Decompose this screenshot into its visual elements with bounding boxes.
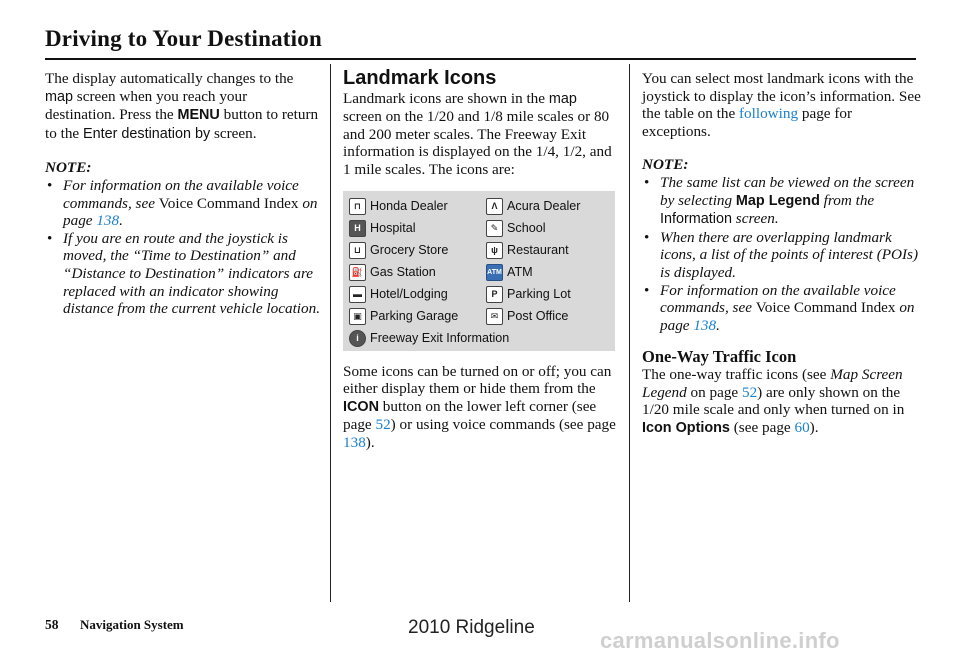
icon-button-term: ICON bbox=[343, 398, 379, 415]
icon-entry bbox=[349, 241, 448, 261]
icon-entry bbox=[486, 263, 533, 283]
page-link[interactable]: 138 bbox=[693, 316, 717, 334]
text: You can select most landmark icons with the joystick to display the icon’s information. See the table on the bbox=[642, 70, 921, 123]
text: For information on the available voice commands, see bbox=[660, 281, 896, 317]
text: screen when you reach your destination. Press the bbox=[45, 87, 248, 124]
text: screen. bbox=[210, 124, 257, 142]
text: Landmark icons are shown in the bbox=[343, 89, 549, 107]
text: The display automatically changes to the bbox=[45, 70, 294, 87]
text: The one-way traffic icons (see bbox=[642, 365, 831, 383]
map-term: map bbox=[548, 90, 577, 107]
text: on page bbox=[63, 194, 318, 230]
grocery-cart-icon: ⊔ bbox=[349, 242, 366, 259]
icon-entry bbox=[486, 285, 571, 305]
site-watermark: carmanualsonline.info bbox=[600, 628, 840, 653]
icon-label: Hotel/Lodging bbox=[370, 286, 448, 301]
icon-label: Gas Station bbox=[370, 264, 436, 279]
hospital-icon: H bbox=[349, 220, 366, 237]
text: ). bbox=[365, 433, 375, 451]
page-link[interactable]: 52 bbox=[741, 383, 758, 401]
landmark-icon-table bbox=[343, 191, 615, 351]
icon-label: Restaurant bbox=[507, 242, 569, 257]
note-heading: NOTE: bbox=[642, 156, 689, 174]
following-page-link[interactable]: following bbox=[739, 105, 799, 123]
icon-label: Parking Lot bbox=[507, 286, 571, 301]
icon-entry bbox=[486, 219, 546, 239]
honda-icon: ⊓ bbox=[349, 198, 366, 215]
icon-options-term: Icon Options bbox=[642, 419, 730, 436]
acura-icon: Λ bbox=[486, 198, 503, 215]
note-item: • When there are overlapping landmark icons, a list of the points of interest (POIs) is displayed. bbox=[642, 229, 922, 282]
note-list bbox=[45, 177, 320, 318]
voice-command-index-ref: Voice Command Index bbox=[158, 194, 299, 212]
icon-entry bbox=[486, 197, 581, 217]
map-screen-legend-ref: Map Screen Legend bbox=[642, 365, 903, 401]
school-icon: ✎ bbox=[486, 220, 503, 237]
model-watermark: 2010 Ridgeline bbox=[408, 617, 535, 638]
icon-entry bbox=[349, 197, 448, 217]
text: . bbox=[716, 316, 720, 334]
text: (see page bbox=[729, 418, 795, 436]
icon-entry bbox=[349, 263, 436, 283]
icon-label: Post Office bbox=[507, 308, 569, 323]
map-legend-term: Map Legend bbox=[735, 192, 820, 209]
text: For information on the available voice commands, see bbox=[63, 176, 299, 212]
restaurant-icon: ψ bbox=[486, 242, 503, 259]
note-heading: NOTE: bbox=[45, 159, 92, 177]
text: button on the lower left corner (see page bbox=[343, 397, 597, 434]
icon-label: Honda Dealer bbox=[370, 198, 448, 213]
text: ). bbox=[809, 418, 819, 436]
right-column bbox=[642, 70, 922, 437]
info-icon: i bbox=[349, 330, 366, 347]
note-list bbox=[642, 174, 922, 334]
middle-column bbox=[343, 67, 618, 452]
text: on page bbox=[686, 383, 742, 401]
page-title: Driving to Your Destination bbox=[45, 26, 322, 51]
left-column bbox=[45, 70, 320, 318]
text: button to return to the bbox=[45, 106, 319, 142]
footer-system-name: Navigation System bbox=[80, 617, 184, 632]
icon-label: Hospital bbox=[370, 220, 416, 235]
parking-lot-icon: P bbox=[486, 286, 503, 303]
voice-command-index-ref: Voice Command Index bbox=[755, 299, 896, 317]
note-item bbox=[45, 177, 320, 230]
text: from the bbox=[819, 191, 875, 209]
atm-icon: ATM bbox=[486, 264, 503, 281]
text: ) or using voice commands (see page bbox=[390, 416, 616, 434]
parking-garage-icon: ▣ bbox=[349, 308, 366, 325]
page-link[interactable]: 60 bbox=[794, 418, 810, 436]
icon-entry bbox=[349, 219, 416, 239]
page-link[interactable]: 138 bbox=[343, 433, 366, 451]
page-number: 58 bbox=[45, 617, 59, 632]
page-link[interactable]: 52 bbox=[375, 416, 391, 434]
icon-label: Grocery Store bbox=[370, 242, 449, 257]
column-divider-right bbox=[629, 64, 630, 602]
title-rule bbox=[45, 58, 916, 60]
icon-entry bbox=[486, 241, 569, 261]
section-heading: Landmark Icons bbox=[343, 67, 497, 89]
icon-entry bbox=[349, 307, 458, 327]
landmark-paragraph bbox=[343, 90, 618, 179]
note-item: • If you are en route and the joystick is moved, the “Time to Destination” and “Distance to Destination” indicators are replaced with an indicator showing distance from the current vehicle location. bbox=[45, 230, 320, 318]
text: page for exceptions. bbox=[642, 105, 853, 140]
column-divider-left bbox=[330, 64, 331, 602]
icon-label: Freeway Exit Information bbox=[370, 330, 510, 345]
page-link[interactable]: 138 bbox=[96, 212, 120, 230]
note-item bbox=[642, 174, 922, 229]
bed-icon: ▬ bbox=[349, 286, 366, 303]
text: on page bbox=[660, 299, 915, 334]
icon-label: Parking Garage bbox=[370, 308, 459, 323]
one-way-paragraph bbox=[642, 366, 922, 437]
icon-label: Acura Dealer bbox=[507, 198, 581, 213]
menu-term: MENU bbox=[177, 107, 220, 124]
enter-destination-term: Enter destination by bbox=[82, 125, 211, 142]
icon-entry bbox=[486, 307, 568, 327]
note-item bbox=[642, 282, 922, 335]
select-icons-paragraph bbox=[642, 70, 922, 140]
subsection-heading: One-Way Traffic Icon bbox=[642, 347, 797, 367]
icon-label: ATM bbox=[507, 264, 533, 279]
icon-label: School bbox=[507, 220, 546, 235]
text: screen. bbox=[732, 210, 779, 228]
intro-paragraph bbox=[45, 70, 320, 143]
gas-pump-icon: ⛽ bbox=[349, 264, 366, 281]
mailbox-icon: ✉ bbox=[486, 308, 503, 325]
text: Some icons can be turned on or off; you can either display them or hide them from the bbox=[343, 362, 612, 398]
text: screen on the 1/20 and 1/8 mile scales or 80 and 200 meter scales. The Freeway Exit information is displayed on the 1/4, 1/2, and 1 mile scales. The icons are: bbox=[343, 108, 612, 178]
text: ) are only shown on the 1/20 mile scale and only when turned on in bbox=[642, 383, 905, 419]
map-term: map bbox=[45, 88, 73, 105]
icon-entry bbox=[349, 285, 448, 305]
text: The same list can be viewed on the screen by selecting bbox=[660, 173, 915, 209]
text: . bbox=[119, 212, 123, 230]
icon-entry bbox=[349, 329, 509, 349]
icon-toggle-paragraph bbox=[343, 363, 618, 452]
information-term: Information bbox=[660, 211, 732, 228]
